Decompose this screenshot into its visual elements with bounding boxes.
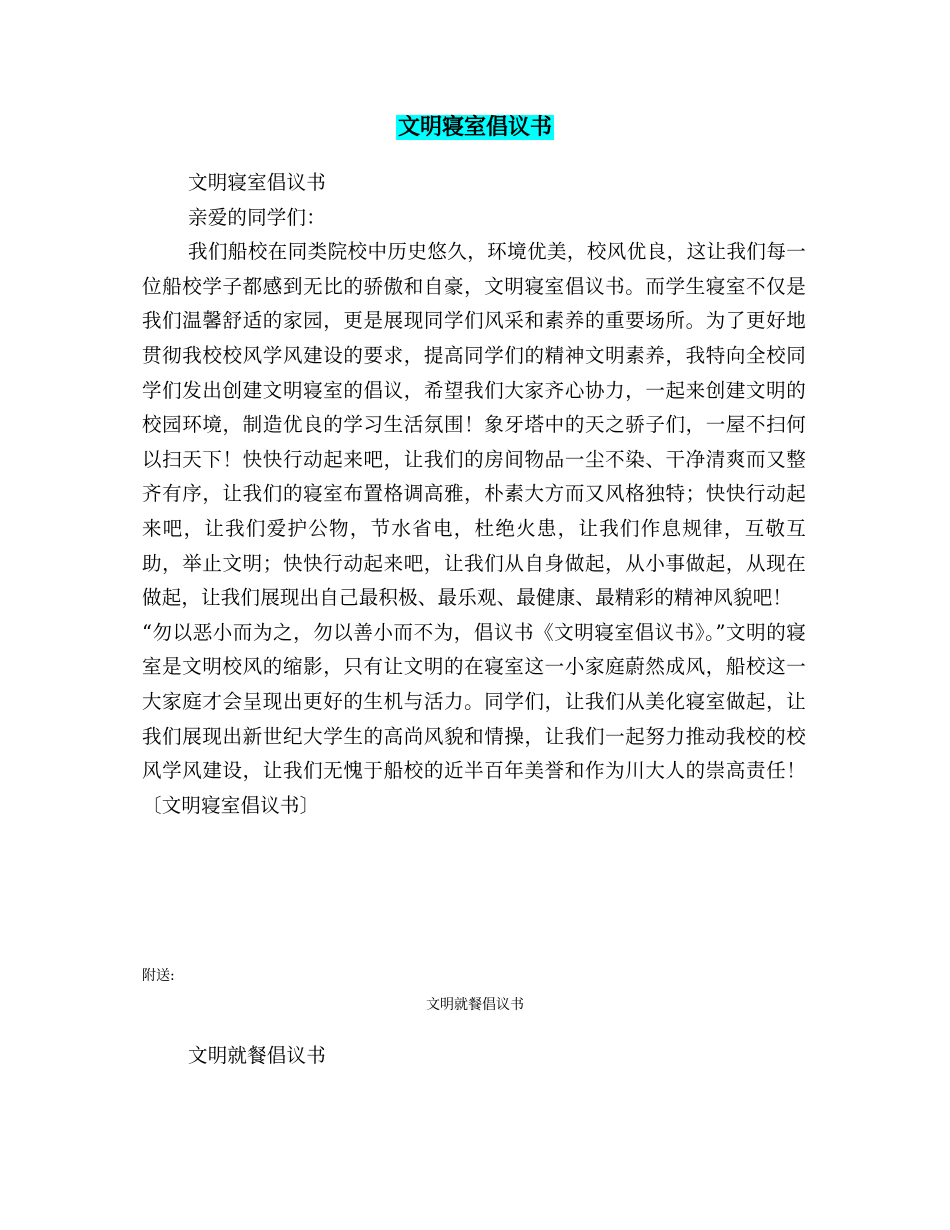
appendix-first-line: 文明就餐倡议书 bbox=[188, 1044, 326, 1067]
appendix-title: 文明就餐倡议书 bbox=[426, 997, 524, 1013]
body-paragraph: “勿以恶小而为之，勿以善小而不为，倡议书《文明寝室倡议书》。”文明的寝室是文明校风的缩影，只有让文明的在寝室这一小家庭蔚然成风，船校这一大家庭才会呈现出更好的生机与活力。同学们，让我们从美化寝室做起，让我们展现出新世纪大学生的高尚风貌和情操，让我们一起努力推动我校的校风学风建设，让我们无愧于船校的近半百年美誉和作为川大人的崇高责任！ 〔文明寝室倡议书〕 bbox=[142, 620, 806, 817]
appendix-label: 附送: bbox=[142, 968, 175, 984]
document-title bbox=[0, 113, 950, 143]
body-paragraph: 我们船校在同类院校中历史悠久，环境优美，校风优良，这让我们每一位船校学子都感到无比的骄傲和自豪，文明寝室倡议书。而学生寝室不仅是我们温馨舒适的家园，更是展现同学们风采和素养的重要场所。为了更好地贯彻我校校风学风建设的要求，提高同学们的精神文明素养，我特向全校同学们发出创建文明寝室的倡议，希望我们大家齐心协力，一起来创建文明的校园环境，制造优良的学习生活氛围！象牙塔中的天之骄子们，一屋不扫何以扫天下！快快行动起来吧，让我们的房间物品一尘不染、干净清爽而又整齐有序，让我们的寝室布置格调高雅，朴素大方而又风格独特；快快行动起来吧，让我们爱护公物，节水省电，杜绝火患，让我们作息规律，互敬互助，举止文明；快快行动起来吧，让我们从自身做起，从小事做起，从现在做起，让我们展现出自己最积极、最乐观、最健康、最精彩的精神风貌吧！ bbox=[142, 240, 806, 610]
document-body bbox=[142, 166, 806, 823]
document-title-text: 文明寝室倡议书 bbox=[397, 115, 552, 140]
salutation: 亲爱的同学们： bbox=[188, 205, 326, 229]
body-heading-line: 文明寝室倡议书 bbox=[188, 171, 326, 194]
